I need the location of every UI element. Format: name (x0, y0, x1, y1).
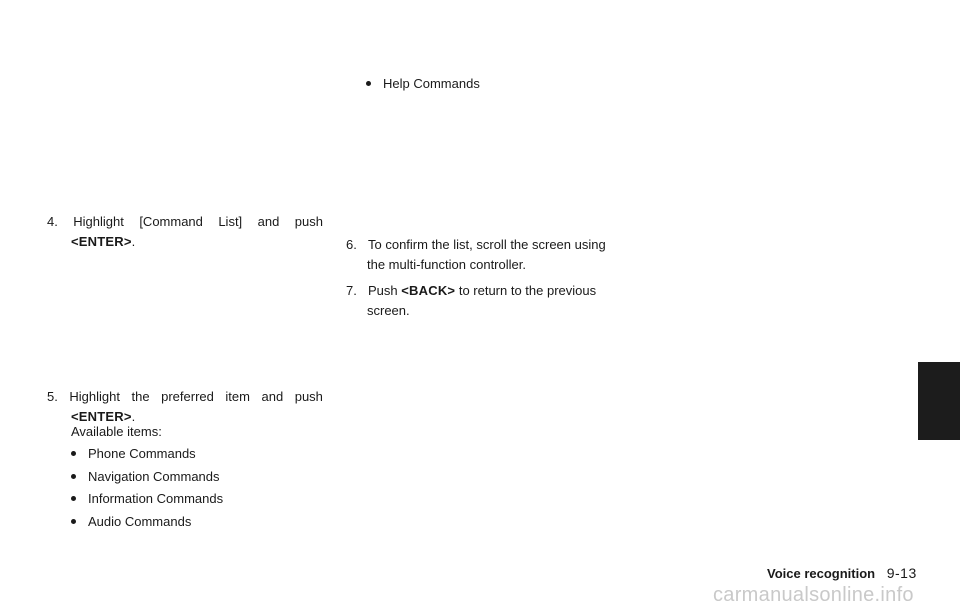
step-punctuation: . (131, 409, 136, 424)
step-word: push (294, 214, 323, 229)
list-item-help-commands (366, 76, 480, 91)
step-punctuation: . (131, 234, 136, 249)
list-item-label: Information Commands (88, 491, 224, 506)
step-4 (47, 214, 323, 250)
watermark: carmanualsonline.info (713, 584, 914, 606)
step-word: [Command (139, 214, 203, 229)
enter-key-label: <ENTER> (71, 409, 132, 424)
step-7 (346, 283, 596, 319)
step-6 (346, 237, 606, 273)
step-text: to return to the previous (458, 283, 597, 298)
bullet-icon (71, 451, 76, 456)
bullet-icon (366, 81, 371, 86)
available-items-label: Available items: (71, 424, 162, 439)
step-7-line-2 (346, 303, 596, 319)
step-word: preferred (161, 389, 214, 404)
step-text: To confirm the list, scroll the screen using (368, 237, 606, 252)
back-key-label: <BACK> (401, 283, 456, 298)
list-item-label: Help Commands (383, 76, 480, 91)
page-footer (767, 565, 917, 581)
page-number: 9-13 (886, 565, 917, 581)
step-word: Highlight (73, 214, 124, 229)
bullet-icon (71, 474, 76, 479)
step-word: Highlight (69, 389, 120, 404)
step-word: item (225, 389, 250, 404)
section-title: Voice recognition (767, 566, 876, 581)
step-word: the (131, 389, 150, 404)
step-word: push (294, 389, 323, 404)
step-text: screen. (367, 303, 410, 318)
step-6-line-2 (346, 257, 606, 273)
step-number: 7. (346, 283, 357, 298)
step-4-line-2 (47, 234, 323, 250)
list-item-label: Phone Commands (88, 446, 196, 461)
enter-key-label: <ENTER> (71, 234, 132, 249)
step-number: 5. (47, 389, 58, 404)
list-item-label: Audio Commands (88, 514, 192, 529)
step-number: 6. (346, 237, 357, 252)
step-6-line-1 (346, 237, 606, 253)
list-item-audio-commands (71, 514, 191, 529)
list-item-navigation-commands (71, 469, 220, 484)
step-word: and (257, 214, 280, 229)
step-text: Push (368, 283, 398, 298)
step-word: List] (218, 214, 243, 229)
step-5 (47, 389, 323, 425)
bullet-icon (71, 519, 76, 524)
chapter-tab (918, 362, 960, 440)
step-number: 4. (47, 214, 58, 229)
list-item-phone-commands (71, 446, 196, 461)
list-item-label: Navigation Commands (88, 469, 220, 484)
step-word: and (261, 389, 284, 404)
step-5-line-2 (47, 409, 323, 425)
step-7-line-1 (346, 283, 596, 299)
step-5-line-1 (47, 389, 323, 405)
step-4-line-1 (47, 214, 323, 230)
list-item-information-commands (71, 491, 223, 506)
bullet-icon (71, 496, 76, 501)
step-text: the multi-function controller. (367, 257, 526, 272)
